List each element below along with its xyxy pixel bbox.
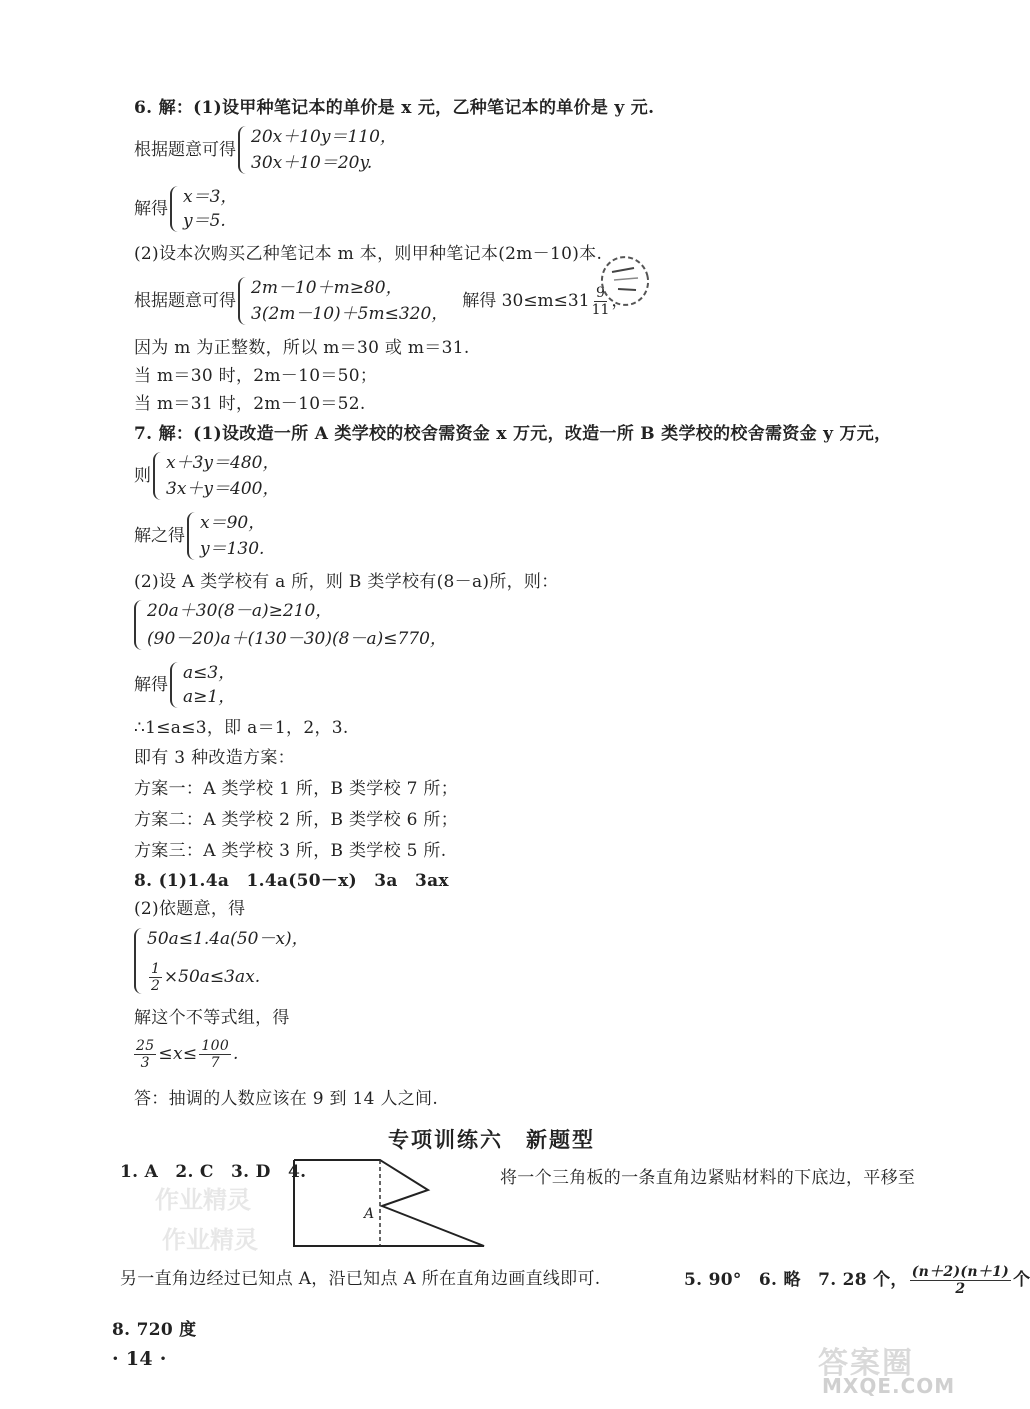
brace-icon	[238, 277, 248, 325]
section-answer4-text2: 另一直角边经过已知点 A，沿已知点 A 所在直角边画直线即可.	[120, 1269, 601, 1289]
q8-line1: 解这个不等式组，得	[134, 1008, 290, 1028]
q6-line3: 当 m＝31 时，2m－10＝52.	[134, 394, 366, 414]
watermark-ghost-2: 作业精灵	[162, 1226, 258, 1254]
q7-line3: 方案一：A 类学校 1 所，B 类学校 7 所；	[134, 779, 459, 799]
q7-line2: 即有 3 种改造方案：	[134, 748, 295, 768]
q8-system-eq2	[147, 961, 309, 994]
section-answer4-text1: 将一个三角板的一条直角边紧贴材料的下底边，平移至	[500, 1168, 916, 1188]
brace-icon	[170, 186, 180, 232]
q6-system1	[134, 126, 397, 174]
q7-system1-lead: 则	[134, 466, 151, 486]
q7-solution2-eq1: a≤3，	[183, 663, 236, 683]
q7-solution1-eq1: x＝90，	[200, 513, 266, 533]
brace-icon	[187, 512, 197, 560]
logo-chars: 答案圈	[818, 1346, 914, 1381]
brace-icon	[170, 662, 180, 708]
frac-num: 25	[136, 1038, 155, 1054]
q7-solution1-lead: 解之得	[134, 526, 185, 546]
q6-system1-lead: 根据题意可得	[134, 140, 236, 160]
frac-num: 100	[201, 1038, 230, 1054]
q6-solution1-lead: 解得	[134, 199, 168, 219]
page-number: · 14 ·	[112, 1348, 167, 1370]
geometry-figure	[292, 1158, 488, 1250]
brace-icon	[134, 600, 144, 650]
section-title: 专项训练六 新题型	[388, 1128, 595, 1152]
q6-system2-end: ，	[611, 291, 629, 311]
frac-den: 2	[151, 978, 160, 994]
q7-part2: (2)设 A 类学校有 a 所，则 B 类学校有(8－a)所，则：	[134, 572, 559, 592]
q7-solution2-eq2: a≥1，	[183, 687, 236, 707]
q6-system2	[134, 277, 630, 325]
q6-line2: 当 m＝30 时，2m－10＝50；	[134, 366, 378, 386]
stamp-icon	[596, 252, 654, 310]
q7-solution1-eq2: y＝130.	[200, 539, 265, 559]
section-answers-5-7-text: 5. 90° 6. 略 7. 28 个，	[684, 1270, 908, 1290]
q6-system2-lead: 根据题意可得	[134, 291, 236, 311]
section-answers-5-7	[684, 1262, 1030, 1298]
q7-system1	[134, 452, 279, 500]
q7-solution2	[134, 662, 235, 708]
q6-part1: 6. 解：(1)设甲种笔记本的单价是 x 元，乙种笔记本的单价是 y 元.	[134, 98, 655, 118]
frac-num: (n＋2)(n＋1)	[911, 1264, 1010, 1280]
q6-solution1-eq1: x＝3，	[183, 187, 238, 207]
watermark-ghost-1: 作业精灵	[155, 1186, 251, 1214]
q7-system1-eq1: x＋3y＝480，	[166, 453, 280, 473]
brace-icon	[134, 928, 144, 994]
q8-result-end: .	[233, 1044, 239, 1064]
q7-system2	[134, 600, 447, 650]
frac-den: 7	[210, 1055, 220, 1071]
q8-result-mid: ≤x≤	[158, 1044, 198, 1064]
q8-answer: 答：抽调的人数应该在 9 到 14 人之间.	[134, 1089, 439, 1109]
q6-solution1-eq2: y＝5.	[183, 211, 226, 231]
q6-part2: (2)设本次购买乙种笔记本 m 本，则甲种笔记本(2m－10)本.	[134, 244, 603, 264]
q7-line1: ∴1≤a≤3，即 a＝1，2，3.	[134, 718, 349, 738]
q8-part1: 8. (1)1.4a 1.4a(50－x) 3a 3ax	[134, 871, 449, 891]
q6-solution1	[134, 186, 237, 232]
figure-label-a: A	[364, 1206, 375, 1222]
q8-result-frac2	[199, 1038, 231, 1071]
watermark-url: MXQE.COM	[822, 1374, 956, 1398]
section-answer8: 8. 720 度	[112, 1320, 197, 1340]
section-answers-1-4: 1. A 2. C 3. D 4.	[120, 1162, 307, 1182]
q6-line1: 因为 m 为正整数，所以 m＝30 或 m＝31.	[134, 338, 470, 358]
q6-system1-eq2: 30x＋10＝20y.	[251, 153, 373, 173]
q8-part2: (2)依题意，得	[134, 899, 246, 919]
q7-system1-eq2: 3x＋y＝400，	[166, 479, 280, 499]
q8-system-eq1: 50a≤1.4a(50－x)，	[147, 929, 309, 949]
q8-fraction-half	[149, 961, 162, 994]
q7-system2-eq2: (90－20)a＋(130－30)(8－a)≤770，	[147, 629, 447, 649]
frac-num: 1	[151, 961, 160, 977]
q8-system-eq2-rest: ×50a≤3ax.	[163, 967, 261, 987]
q7-solution2-lead: 解得	[134, 675, 168, 695]
q8-system	[134, 928, 309, 994]
site-logo	[818, 1338, 978, 1398]
q7-part1: 7. 解：(1)设改造一所 A 类学校的校舍需资金 x 万元，改造一所 B 类学校的校舍需资金 y 万元，	[134, 424, 892, 444]
q7-line4: 方案二：A 类学校 2 所，B 类学校 6 所；	[134, 810, 459, 830]
q7-system2-eq1: 20a＋30(8－a)≥210，	[147, 601, 333, 621]
q7-line5: 方案三：A 类学校 3 所，B 类学校 5 所.	[134, 841, 447, 861]
q7-solution1	[134, 512, 265, 560]
q6-system2-result: 解得 30≤m≤31	[462, 291, 590, 311]
brace-icon	[153, 452, 163, 500]
q6-system1-eq1: 20x＋10y＝110，	[251, 127, 397, 147]
q6-system2-eq2: 3(2m－10)＋5m≤320，	[251, 304, 449, 324]
q8-result-frac1	[134, 1038, 156, 1071]
brace-icon	[238, 126, 248, 174]
q6-system2-eq1: 2m－10＋m≥80，	[251, 278, 403, 298]
frac-num: 9	[596, 284, 605, 301]
frac-den: 2	[955, 1281, 966, 1297]
frac-den: 11	[591, 301, 610, 318]
q8-result	[132, 1036, 239, 1072]
section-answer7-fraction	[910, 1264, 1011, 1297]
section-answer7-end: 个	[1013, 1270, 1030, 1290]
frac-den: 3	[140, 1055, 150, 1071]
